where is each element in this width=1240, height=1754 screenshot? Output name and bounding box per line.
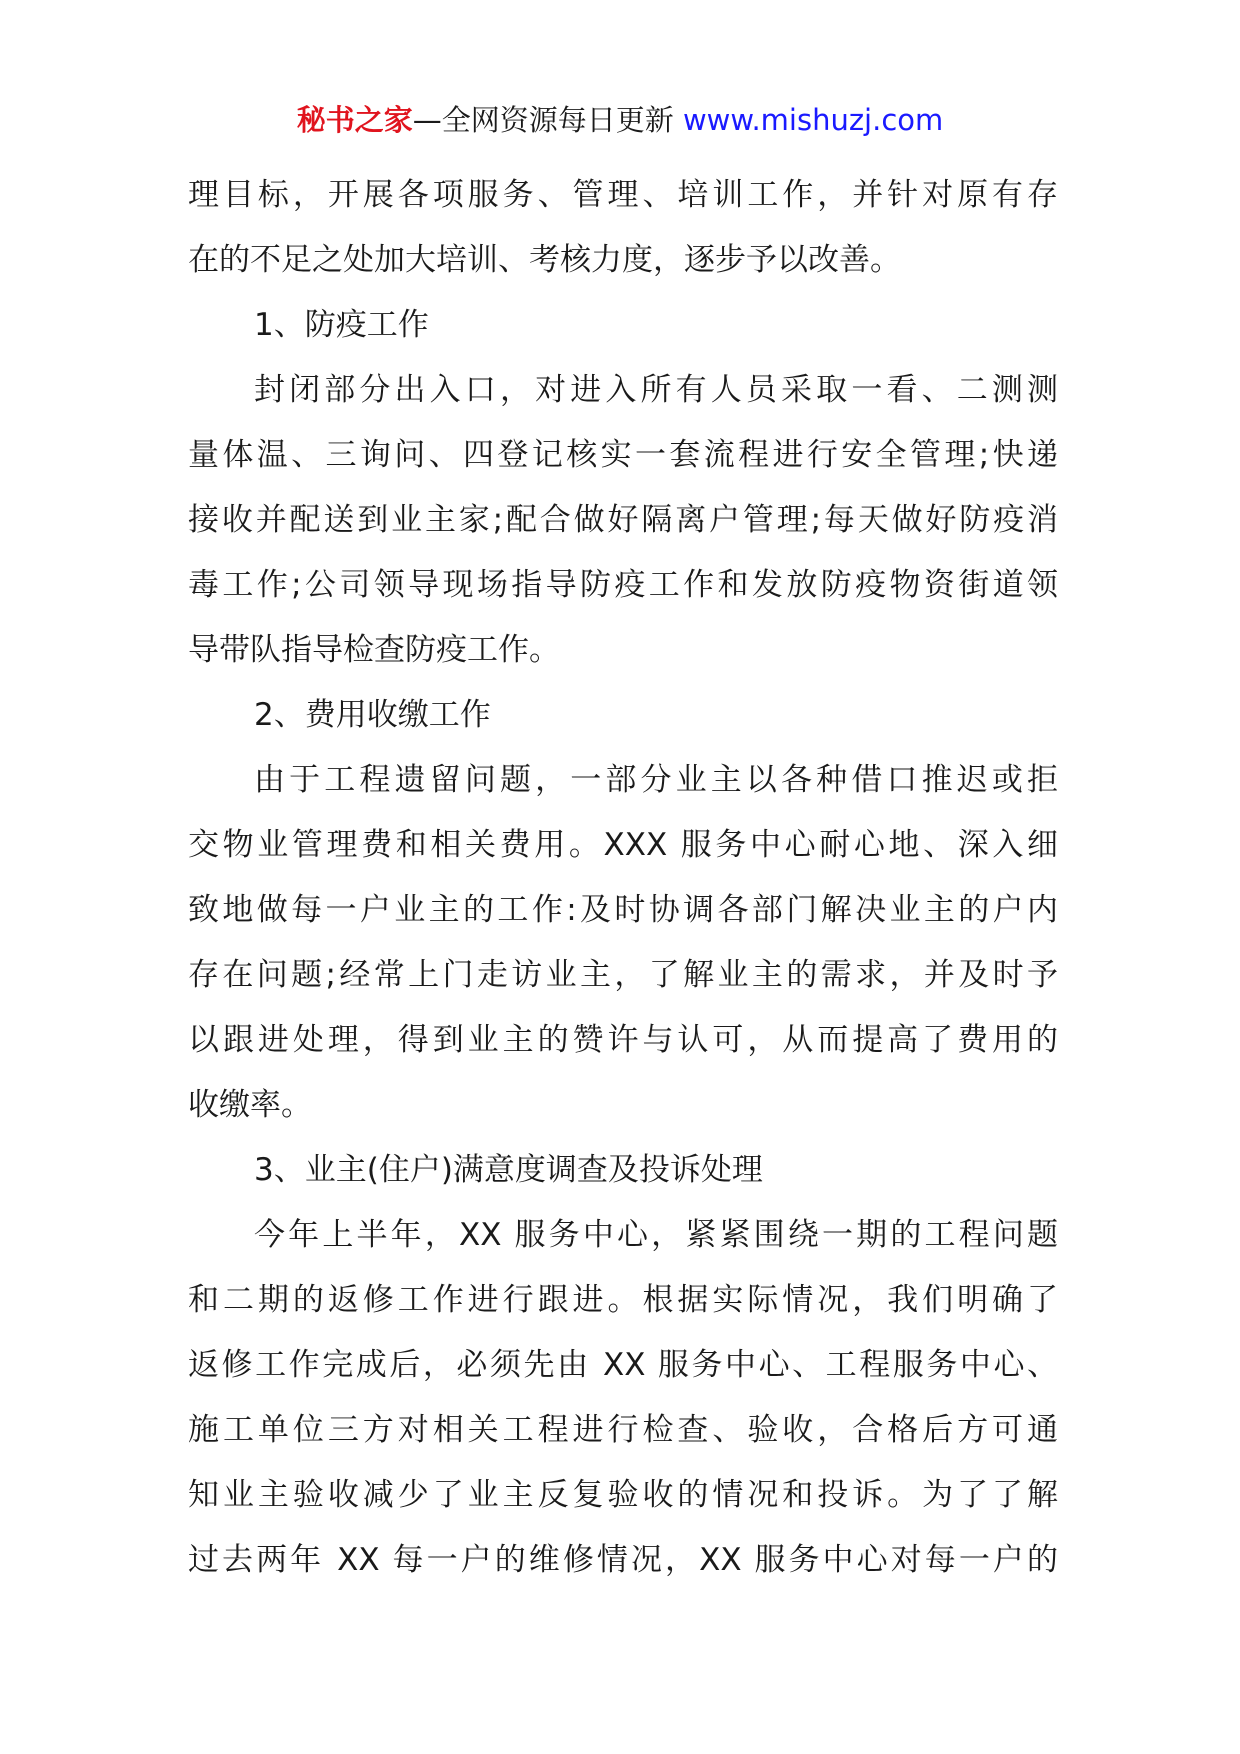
text-line: 和二期的返修工作进行跟进。根据实际情况，我们明确了 bbox=[188, 1282, 1058, 1318]
text-line: 由于工程遗留问题，一部分业主以各种借口推迟或拒 bbox=[254, 762, 1058, 798]
text-line: 交物业管理费和相关费用。XXX 服务中心耐心地、深入细 bbox=[188, 827, 1058, 863]
page-header bbox=[0, 100, 1240, 140]
header-tagline: —全网资源每日更新 bbox=[412, 103, 674, 137]
text-line: 封闭部分出入口，对进入所有人员采取一看、二测测 bbox=[254, 372, 1058, 408]
section-heading: 2、费用收缴工作 bbox=[254, 697, 491, 733]
section-heading: 1、防疫工作 bbox=[254, 307, 429, 343]
section-heading: 3、业主(住户)满意度调查及投诉处理 bbox=[254, 1152, 763, 1188]
document-body bbox=[188, 163, 1058, 1593]
text-line: 今年上半年，XX 服务中心，紧紧围绕一期的工程问题 bbox=[254, 1217, 1058, 1253]
text-line: 返修工作完成后，必须先由 XX 服务中心、工程服务中心、 bbox=[188, 1347, 1058, 1383]
text-line: 导带队指导检查防疫工作。 bbox=[188, 632, 560, 668]
brand-name: 秘书之家 bbox=[296, 103, 413, 137]
text-line: 量体温、三询问、四登记核实一套流程进行安全管理;快递 bbox=[188, 437, 1058, 473]
text-line: 过去两年 XX 每一户的维修情况，XX 服务中心对每一户的 bbox=[188, 1542, 1058, 1578]
text-line: 收缴率。 bbox=[188, 1087, 312, 1123]
text-line: 以跟进处理，得到业主的赞许与认可，从而提高了费用的 bbox=[188, 1022, 1058, 1058]
text-line: 施工单位三方对相关工程进行检查、验收，合格后方可通 bbox=[188, 1412, 1058, 1448]
text-line: 毒工作;公司领导现场指导防疫工作和发放防疫物资街道领 bbox=[188, 567, 1058, 603]
text-line: 接收并配送到业主家;配合做好隔离户管理;每天做好防疫消 bbox=[188, 502, 1058, 538]
text-line: 致地做每一户业主的工作:及时协调各部门解决业主的户内 bbox=[188, 892, 1058, 928]
text-line: 理目标，开展各项服务、管理、培训工作，并针对原有存 bbox=[188, 177, 1058, 213]
site-url[interactable]: www.mishuzj.com bbox=[682, 103, 944, 137]
text-line: 存在问题;经常上门走访业主，了解业主的需求，并及时予 bbox=[188, 957, 1058, 993]
text-line: 知业主验收减少了业主反复验收的情况和投诉。为了了解 bbox=[188, 1477, 1058, 1513]
text-line: 在的不足之处加大培训、考核力度，逐步予以改善。 bbox=[188, 242, 901, 278]
